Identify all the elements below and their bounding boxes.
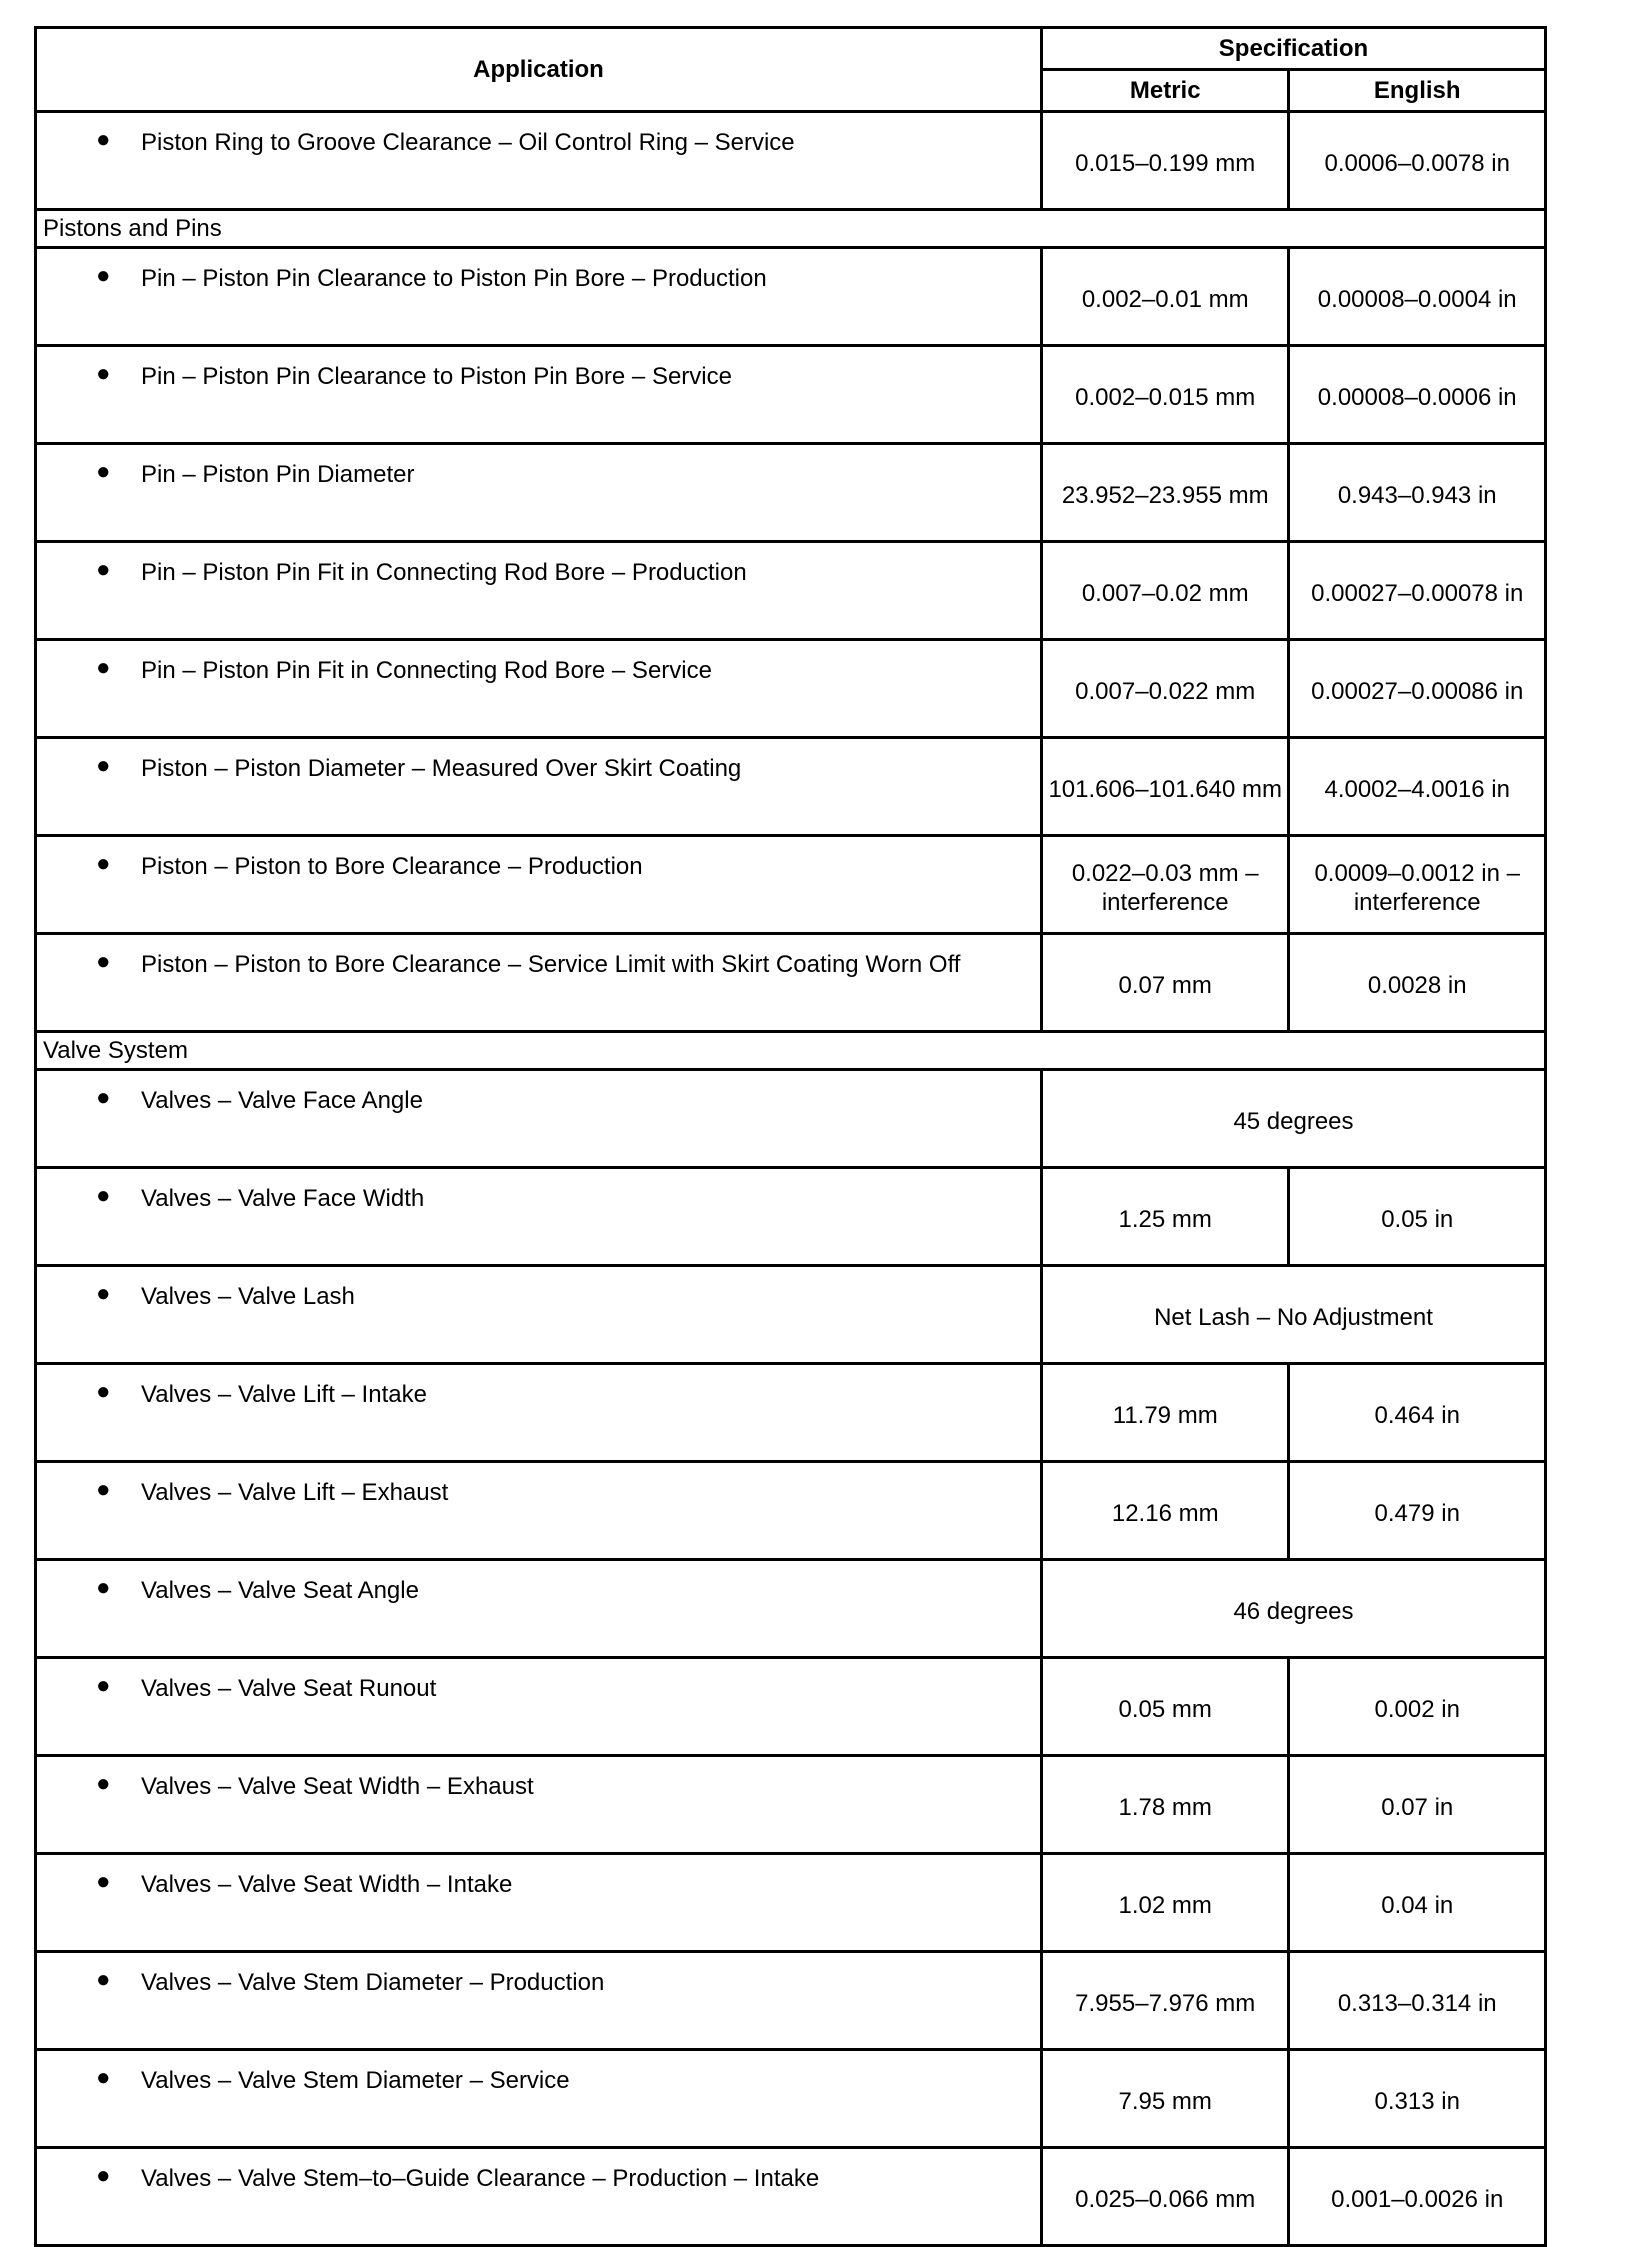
bullet-icon: ●: [96, 458, 111, 485]
application-text: Valves – Valve Seat Angle: [141, 1577, 419, 1604]
english-value-cell: 0.07 in: [1289, 1756, 1546, 1854]
table-row: [36, 1168, 1546, 1266]
application-cell: [36, 2148, 1042, 2246]
bullet-icon: ●: [96, 1378, 111, 1405]
table-row: [36, 1560, 1546, 1658]
english-value-cell: 0.0028 in: [1289, 934, 1546, 1032]
bullet-icon: ●: [96, 556, 111, 583]
metric-value-cell: 1.02 mm: [1041, 1854, 1288, 1952]
metric-value-cell: 12.16 mm: [1041, 1462, 1288, 1560]
english-value-cell: 0.001–0.0026 in: [1289, 2148, 1546, 2246]
application-cell: [36, 1364, 1042, 1462]
column-header-english: English: [1289, 70, 1546, 112]
bullet-icon: ●: [96, 850, 111, 877]
table-row: [36, 1756, 1546, 1854]
bullet-icon: ●: [96, 262, 111, 289]
english-value-cell: 0.00027–0.00086 in: [1289, 640, 1546, 738]
bullet-icon: ●: [96, 1868, 111, 1895]
application-cell: [36, 1756, 1042, 1854]
application-text: Valves – Valve Seat Width – Exhaust: [141, 1773, 534, 1800]
table-row: [36, 1364, 1546, 1462]
application-text: Valves – Valve Seat Width – Intake: [141, 1871, 513, 1898]
application-cell: [36, 1070, 1042, 1168]
english-value-cell: 0.00027–0.00078 in: [1289, 542, 1546, 640]
column-header-specification: Specification: [1041, 28, 1545, 70]
application-cell: [36, 248, 1042, 346]
english-value-cell: 0.00008–0.0004 in: [1289, 248, 1546, 346]
bullet-icon: ●: [96, 2162, 111, 2189]
english-value-cell: 0.0006–0.0078 in: [1289, 112, 1546, 210]
english-value-cell: 0.464 in: [1289, 1364, 1546, 1462]
application-text: Valves – Valve Lash: [141, 1283, 355, 1310]
application-cell: [36, 738, 1042, 836]
application-cell: [36, 1168, 1042, 1266]
application-cell: [36, 1266, 1042, 1364]
metric-value-cell: 0.07 mm: [1041, 934, 1288, 1032]
application-cell: [36, 346, 1042, 444]
english-value-cell: 0.0009–0.0012 in – interference: [1289, 836, 1546, 934]
application-cell: [36, 1560, 1042, 1658]
table-row: [36, 934, 1546, 1032]
table-row: [36, 346, 1546, 444]
table-row: [36, 836, 1546, 934]
combined-value-cell: 45 degrees: [1041, 1070, 1545, 1168]
english-value-cell: 0.313–0.314 in: [1289, 1952, 1546, 2050]
bullet-icon: ●: [96, 948, 111, 975]
table-row: [36, 1266, 1546, 1364]
table-row: [36, 1854, 1546, 1952]
application-cell: [36, 934, 1042, 1032]
english-value-cell: 0.002 in: [1289, 1658, 1546, 1756]
application-cell: [36, 640, 1042, 738]
application-cell: [36, 1854, 1042, 1952]
bullet-icon: ●: [96, 1476, 111, 1503]
application-text: Valves – Valve Stem Diameter – Service: [141, 2067, 570, 2094]
application-text: Valves – Valve Face Width: [141, 1185, 425, 1212]
combined-value-cell: Net Lash – No Adjustment: [1041, 1266, 1545, 1364]
metric-value-cell: 0.002–0.015 mm: [1041, 346, 1288, 444]
english-value-cell: 0.313 in: [1289, 2050, 1546, 2148]
english-value-cell: 4.0002–4.0016 in: [1289, 738, 1546, 836]
table-body: [36, 112, 1546, 2246]
english-value-cell: 0.00008–0.0006 in: [1289, 346, 1546, 444]
table-row: [36, 2148, 1546, 2246]
table-row: [36, 640, 1546, 738]
section-heading: Pistons and Pins: [36, 210, 1546, 248]
table-row: [36, 2050, 1546, 2148]
application-cell: [36, 1952, 1042, 2050]
table-row: [36, 1952, 1546, 2050]
application-cell: [36, 542, 1042, 640]
application-text: Pin – Piston Pin Fit in Connecting Rod Bore – Service: [141, 657, 712, 684]
application-text: Pin – Piston Pin Clearance to Piston Pin Bore – Service: [141, 363, 732, 390]
metric-value-cell: 23.952–23.955 mm: [1041, 444, 1288, 542]
application-cell: [36, 2050, 1042, 2148]
table-row: [36, 1658, 1546, 1756]
bullet-icon: ●: [96, 360, 111, 387]
metric-value-cell: 101.606–101.640 mm: [1041, 738, 1288, 836]
application-text: Valves – Valve Face Angle: [141, 1087, 423, 1114]
metric-value-cell: 7.955–7.976 mm: [1041, 1952, 1288, 2050]
section-row: [36, 210, 1546, 248]
metric-value-cell: 1.78 mm: [1041, 1756, 1288, 1854]
metric-value-cell: 11.79 mm: [1041, 1364, 1288, 1462]
application-cell: [36, 836, 1042, 934]
application-text: Piston – Piston Diameter – Measured Over Skirt Coating: [141, 755, 742, 782]
metric-value-cell: 0.002–0.01 mm: [1041, 248, 1288, 346]
section-heading: Valve System: [36, 1032, 1546, 1070]
table-row: [36, 738, 1546, 836]
table-row: [36, 1070, 1546, 1168]
metric-value-cell: 0.015–0.199 mm: [1041, 112, 1288, 210]
application-text: Piston – Piston to Bore Clearance – Production: [141, 853, 643, 880]
specification-table: [34, 26, 1547, 2247]
combined-value-cell: 46 degrees: [1041, 1560, 1545, 1658]
metric-value-cell: 0.007–0.02 mm: [1041, 542, 1288, 640]
application-cell: [36, 1658, 1042, 1756]
application-text: Piston – Piston to Bore Clearance – Service Limit with Skirt Coating Worn Off: [141, 951, 961, 978]
metric-value-cell: 7.95 mm: [1041, 2050, 1288, 2148]
bullet-icon: ●: [96, 1182, 111, 1209]
metric-value-cell: 0.022–0.03 mm – interference: [1041, 836, 1288, 934]
english-value-cell: 0.04 in: [1289, 1854, 1546, 1952]
application-cell: [36, 1462, 1042, 1560]
application-cell: [36, 444, 1042, 542]
metric-value-cell: 0.05 mm: [1041, 1658, 1288, 1756]
table-row: [36, 112, 1546, 210]
english-value-cell: 0.479 in: [1289, 1462, 1546, 1560]
bullet-icon: ●: [96, 1574, 111, 1601]
application-cell: [36, 112, 1042, 210]
metric-value-cell: 0.007–0.022 mm: [1041, 640, 1288, 738]
metric-value-cell: 1.25 mm: [1041, 1168, 1288, 1266]
column-header-metric: Metric: [1041, 70, 1288, 112]
application-text: Valves – Valve Stem Diameter – Production: [141, 1969, 605, 1996]
bullet-icon: ●: [96, 654, 111, 681]
table-row: [36, 1462, 1546, 1560]
bullet-icon: ●: [96, 1280, 111, 1307]
bullet-icon: ●: [96, 1966, 111, 1993]
column-header-application: Application: [36, 28, 1042, 112]
bullet-icon: ●: [96, 1084, 111, 1111]
bullet-icon: ●: [96, 1770, 111, 1797]
bullet-icon: ●: [96, 126, 111, 153]
application-text: Pin – Piston Pin Clearance to Piston Pin Bore – Production: [141, 265, 767, 292]
english-value-cell: 0.05 in: [1289, 1168, 1546, 1266]
application-text: Piston Ring to Groove Clearance – Oil Control Ring – Service: [141, 129, 795, 156]
application-text: Pin – Piston Pin Fit in Connecting Rod Bore – Production: [141, 559, 747, 586]
english-value-cell: 0.943–0.943 in: [1289, 444, 1546, 542]
application-text: Valves – Valve Lift – Exhaust: [141, 1479, 449, 1506]
table-row: [36, 248, 1546, 346]
section-row: [36, 1032, 1546, 1070]
application-text: Valves – Valve Seat Runout: [141, 1675, 437, 1702]
bullet-icon: ●: [96, 2064, 111, 2091]
table-row: [36, 542, 1546, 640]
table-row: [36, 444, 1546, 542]
bullet-icon: ●: [96, 752, 111, 779]
application-text: Pin – Piston Pin Diameter: [141, 461, 415, 488]
application-text: Valves – Valve Stem–to–Guide Clearance – Production – Intake: [141, 2165, 820, 2192]
metric-value-cell: 0.025–0.066 mm: [1041, 2148, 1288, 2246]
bullet-icon: ●: [96, 1672, 111, 1699]
application-text: Valves – Valve Lift – Intake: [141, 1381, 427, 1408]
